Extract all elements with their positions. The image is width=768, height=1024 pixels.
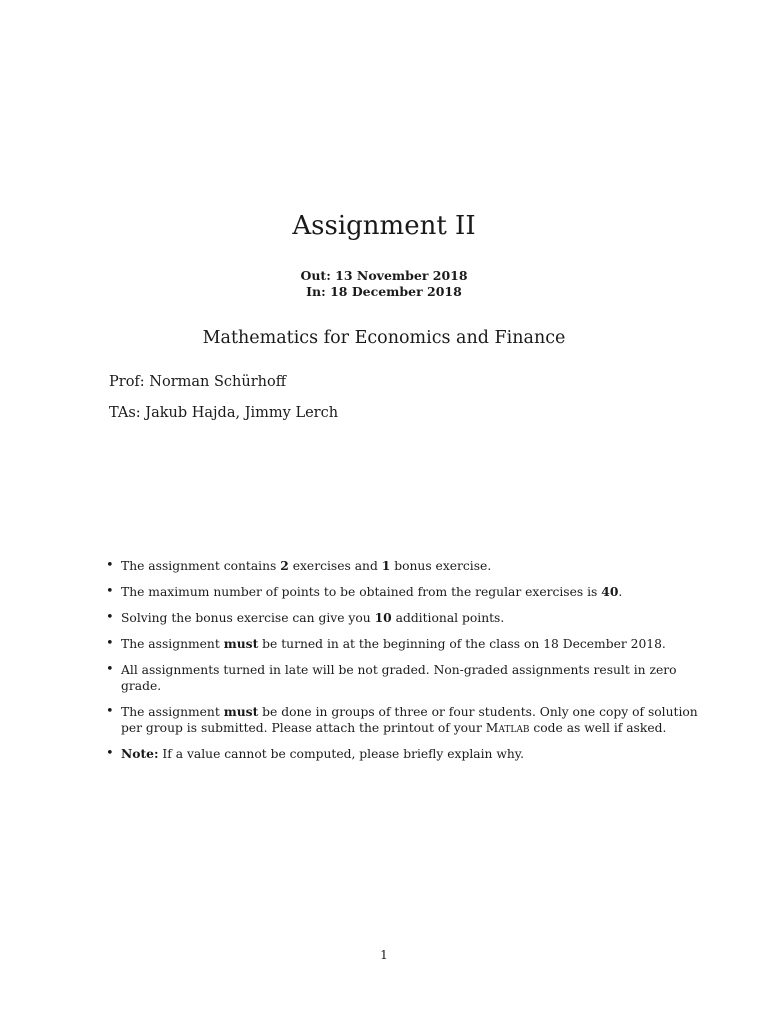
out-date: Out: 13 November 2018	[300, 268, 468, 283]
text: Solving the bonus exercise can give you	[121, 611, 375, 625]
list-item	[106, 636, 718, 652]
text: The maximum number of points to be obtained from the regular exercises is	[121, 585, 602, 599]
text: be done in groups of three or four students. Only one copy of solution per group is submitted. Please attach the printout of your	[121, 705, 698, 735]
text: exercises and	[288, 559, 382, 573]
teaching-assistants-line: TAs: Jakub Hajda, Jimmy Lerch	[109, 405, 339, 421]
instructions-list	[106, 558, 718, 762]
emphasis: must	[223, 704, 259, 719]
text: All assignments turned in late will be not graded. Non-graded assignments result in zero grade.	[121, 663, 677, 693]
dates-block	[0, 268, 768, 300]
exercise-count: 2	[280, 558, 289, 573]
note-label: Note:	[121, 746, 159, 761]
list-item	[106, 704, 718, 736]
list-item	[106, 662, 718, 694]
list-item	[106, 610, 718, 626]
list-item	[106, 558, 718, 574]
max-points: 40	[601, 584, 619, 599]
list-item	[106, 746, 718, 762]
in-date: In: 18 December 2018	[306, 284, 462, 299]
professor-line: Prof: Norman Schürhoff	[109, 374, 287, 390]
list-item	[106, 584, 718, 600]
bonus-points: 10	[374, 610, 392, 625]
document-title: Assignment II	[292, 211, 476, 241]
text: The assignment	[121, 637, 224, 651]
text: additional points.	[391, 611, 505, 625]
page-number: 1	[380, 948, 388, 962]
text: The assignment	[121, 705, 224, 719]
text: .	[618, 585, 623, 599]
text: bonus exercise.	[390, 559, 492, 573]
text: be turned in at the beginning of the class on 18 December 2018.	[258, 637, 666, 651]
text: The assignment contains	[121, 559, 281, 573]
emphasis: must	[223, 636, 259, 651]
bonus-count: 1	[381, 558, 391, 573]
course-title: Mathematics for Economics and Finance	[202, 328, 566, 348]
text: If a value cannot be computed, please briefly explain why.	[158, 747, 525, 761]
software-name: Matlab	[485, 721, 530, 735]
text: code as well if asked.	[529, 721, 667, 735]
